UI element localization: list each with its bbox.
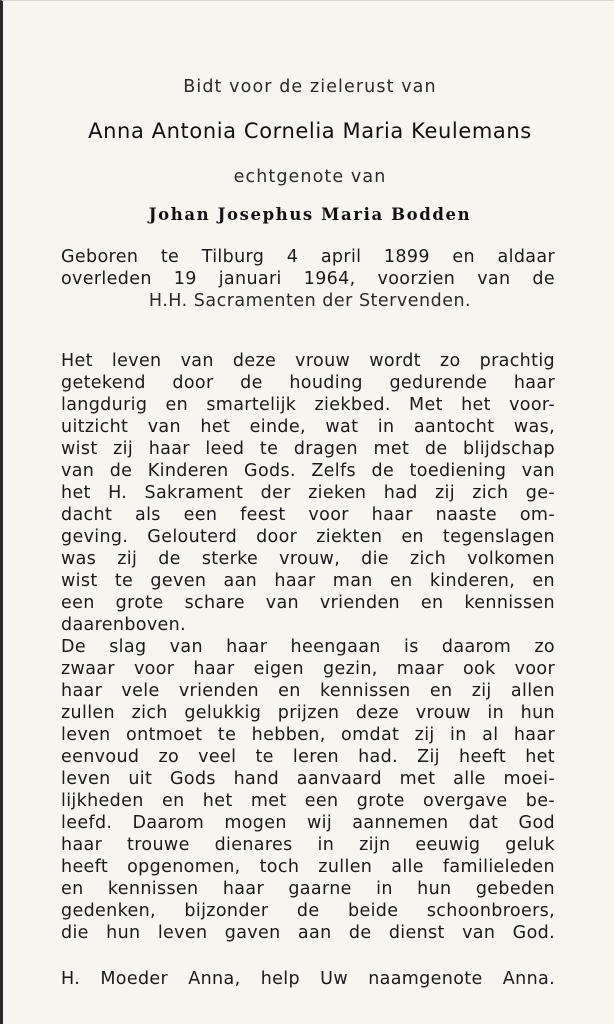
deceased-name: Anna Antonia Cornelia Maria Keulemans xyxy=(88,119,532,143)
body-line: De slag van haar heengaan is daarom zo xyxy=(61,637,555,657)
body-line: wist te geven aan haar man en kinderen, en xyxy=(61,571,555,591)
body-line: leefd. Daarom mogen wij aannemen dat God xyxy=(61,813,555,833)
body-line: die hun leven gaven aan de dienst van God. xyxy=(61,923,555,943)
body-line: haar trouwe dienares in zijn eeuwig geluk xyxy=(61,835,555,855)
body-line: langdurig en smartelijk ziekbed. Met het voor- xyxy=(61,395,555,415)
body-line: een grote schare van vrienden en kennissen xyxy=(61,593,555,613)
body-line: het H. Sakrament der zieken had zij zich ge- xyxy=(61,483,555,503)
body-line: Het leven van deze vrouw wordt zo prachtig xyxy=(61,351,555,371)
relation-text: echtgenote van xyxy=(233,167,387,187)
body-line: zwaar voor haar eigen gezin, maar ook voor xyxy=(61,659,555,679)
body-line: heeft opgenomen, toch zullen alle familieleden xyxy=(61,857,555,877)
body-line: dacht als een feest voor haar naaste om- xyxy=(61,505,555,525)
body-line: lijkheden en het met een grote overgave be- xyxy=(61,791,555,811)
body-line: wist zij haar leed te dragen met de blijdschap xyxy=(61,439,555,459)
birth-line: H.H. Sacramenten der Stervenden. xyxy=(148,291,472,311)
body-line: en kennissen haar gaarne in hun gebeden xyxy=(61,879,555,899)
body-line: leven ontmoet te hebben, omdat zij in al haar xyxy=(61,725,555,745)
body-line: geving. Gelouterd door ziekten en tegenslagen xyxy=(61,527,555,547)
body-line: daarenboven. xyxy=(61,615,187,635)
body-line: leven uit Gods hand aanvaard met alle moei- xyxy=(61,769,555,789)
husband-name: Johan Josephus Maria Bodden xyxy=(148,205,472,224)
birth-line: Geboren te Tilburg 4 april 1899 en aldaar xyxy=(61,247,555,267)
body-line: gedenken, bijzonder de beide schoonbroers, xyxy=(61,901,555,921)
body-line: getekend door de houding gedurende haar xyxy=(61,373,555,393)
body-line: eenvoud zo veel te leren had. Zij heeft het xyxy=(61,747,555,767)
body-line: zullen zich gelukkig prijzen deze vrouw in hun xyxy=(61,703,555,723)
body-line: uitzicht van het einde, wat in aantocht was, xyxy=(61,417,555,437)
body-line: was zij de sterke vrouw, die zich volkomen xyxy=(61,549,555,569)
body-line: haar vele vrienden en kennissen en zij allen xyxy=(61,681,555,701)
closing-prayer: H. Moeder Anna, help Uw naamgenote Anna. xyxy=(61,969,555,989)
birth-line: overleden 19 januari 1964, voorzien van de xyxy=(61,269,555,289)
body-line: van de Kinderen Gods. Zelfs de toediening van xyxy=(61,461,555,481)
intro-text: Bidt voor de zielerust van xyxy=(183,77,437,97)
